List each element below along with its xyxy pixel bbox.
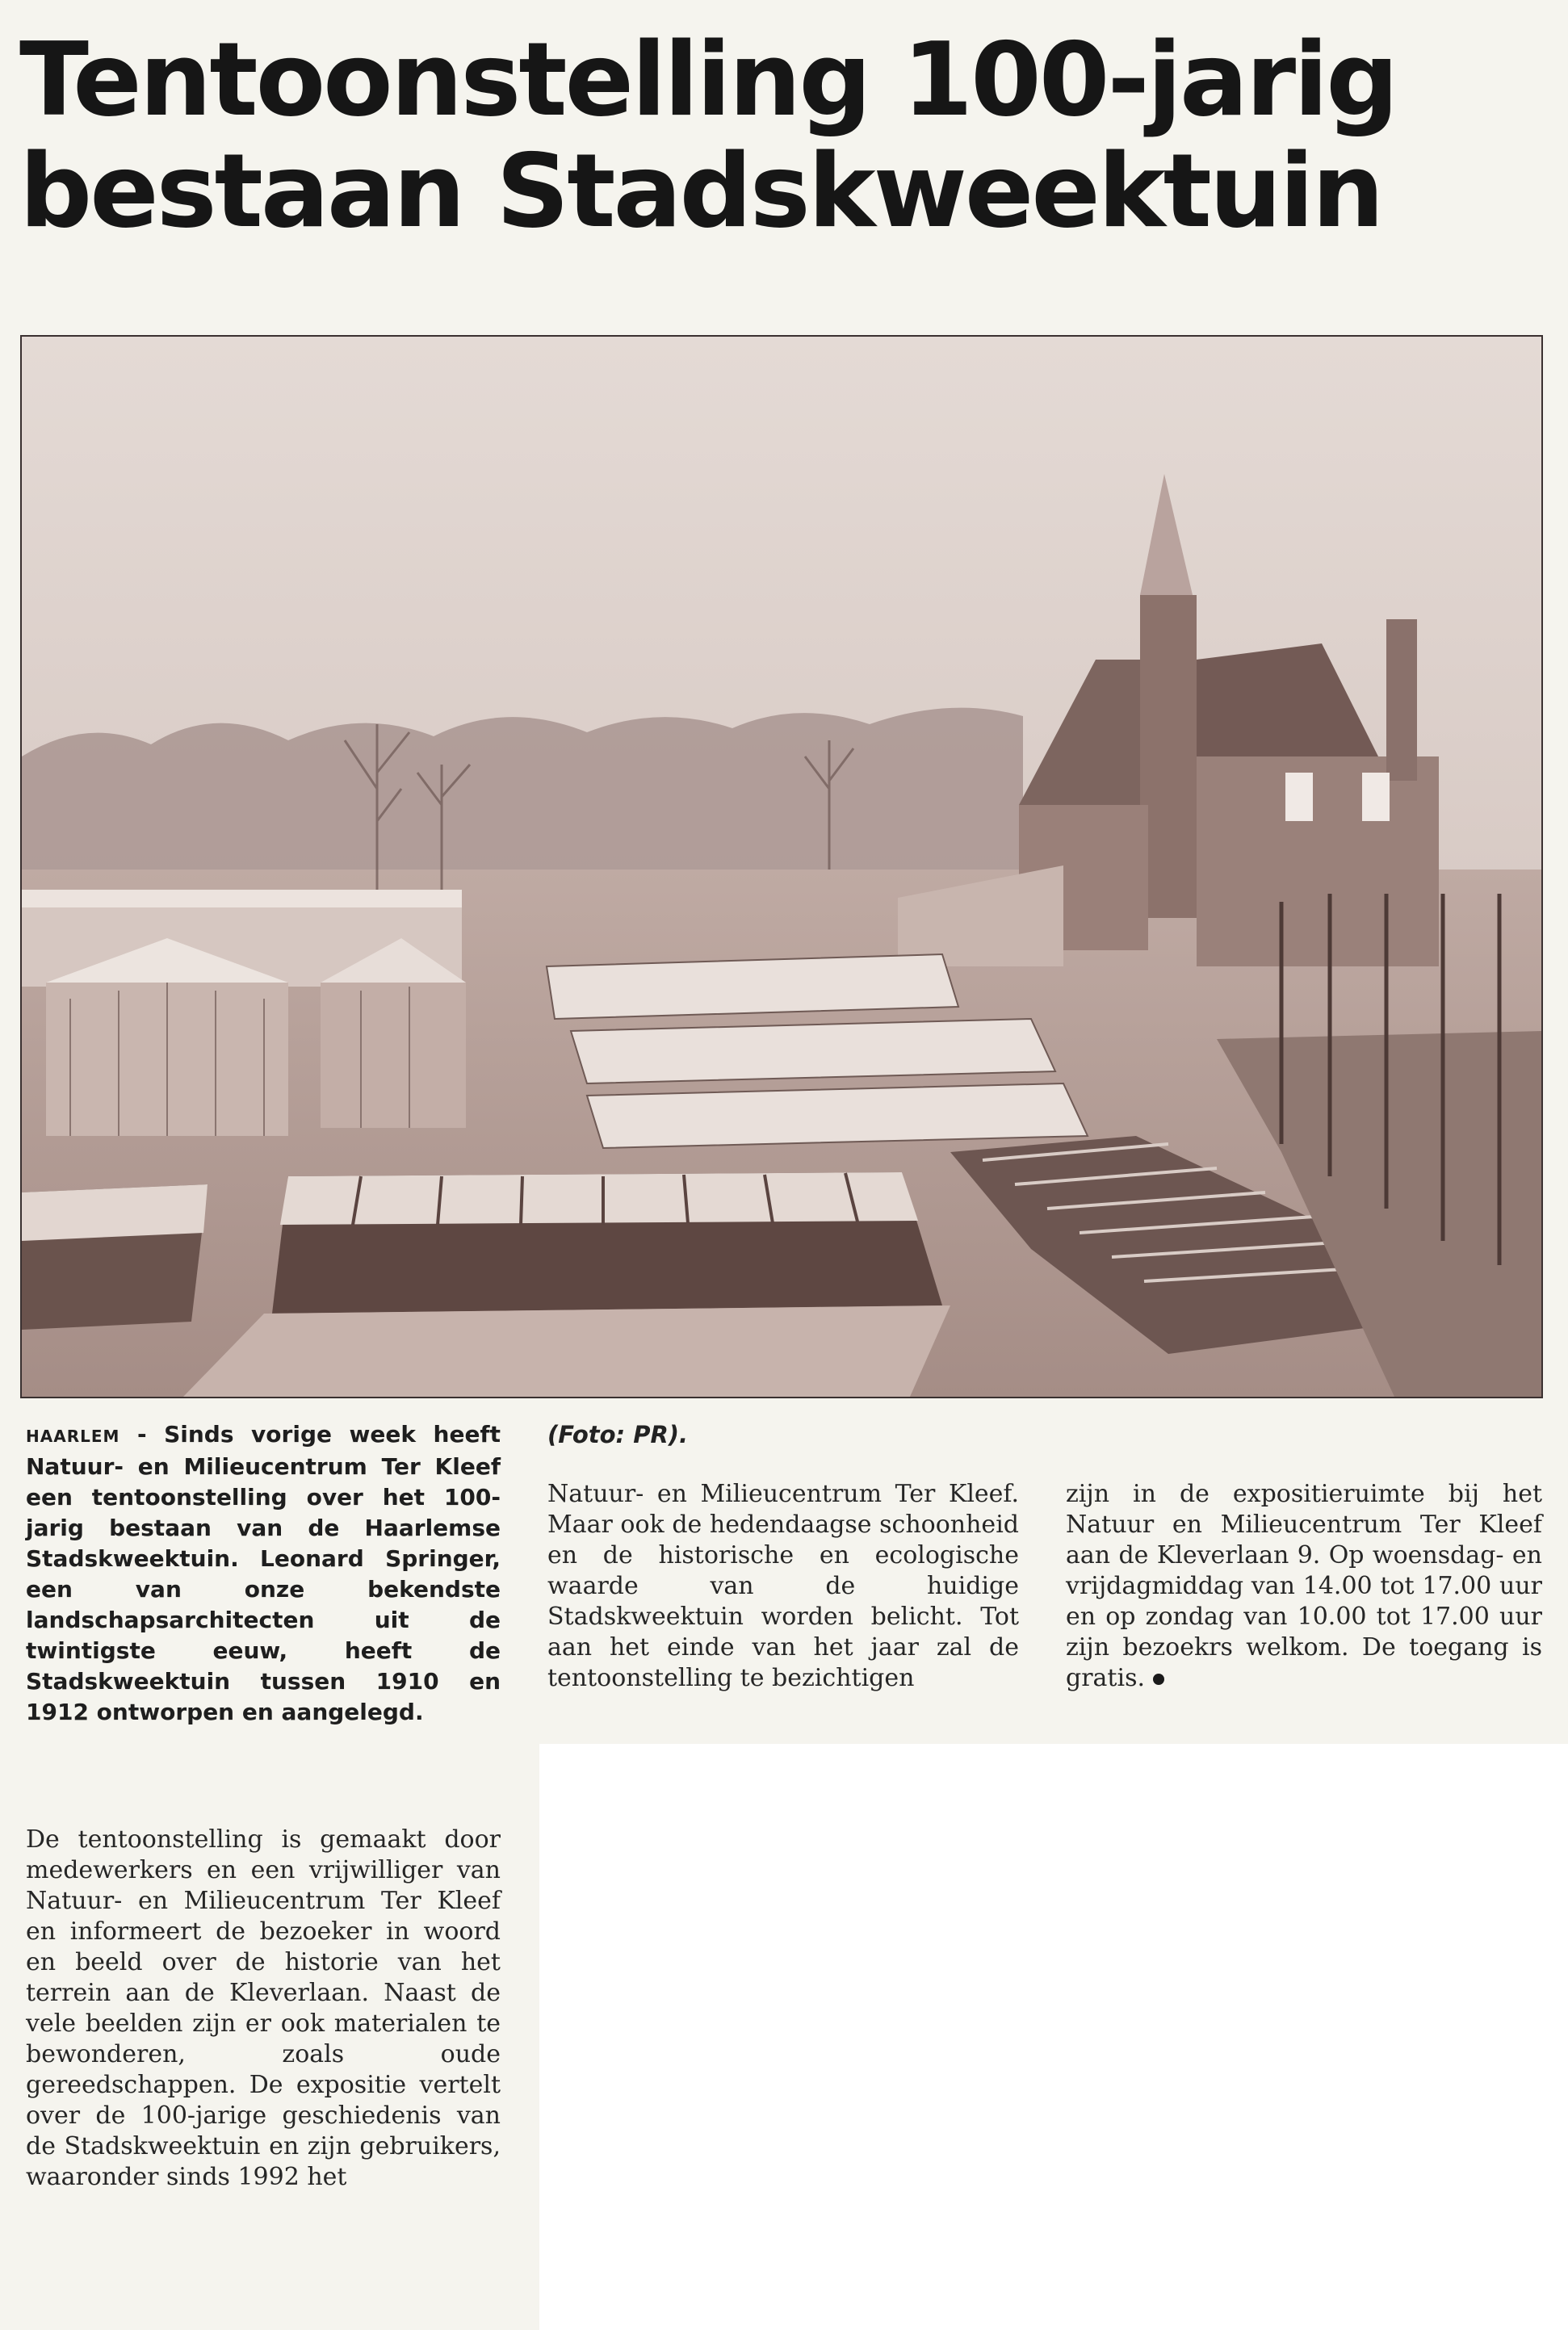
body-column-2: Natuur- en Milieucentrum Ter Kleef. Maar ook de hedendaagse schoonheid en de historische en ecologische waarde van de huidige Stadskweektuin worden belicht. Tot aan het einde van het jaar zal de tentoonstelling te bezichtigen (547, 1480, 1019, 1692)
historic-photo (20, 335, 1543, 1398)
photo-credit: (Foto: PR). (547, 1421, 689, 1448)
body-column-3-text: zijn in de expositieruimte bij het Natuur en Milieucentrum Ter Kleef aan de Kleverlaan 9. Op woensdag- en vrijdagmiddag van 14.00 tot 17.00 uur en op zondag van 10.00 tot 17.00 uur zijn bezoekrs welkom. De toegang is gratis. (1066, 1480, 1542, 1692)
body-column-1: De tentoonstelling is gemaakt door medewerkers en een vrijwilliger van Natuur- en Milieucentrum Ter Kleef en informeert de bezoeker in woord en beeld over de historie van het terrein aan de Kleverlaan. Naast de vele beelden zijn er ook materialen te bewonderen, zoals oude gereedschappen. De expositie vertelt over de 100-jarige geschiedenis van de Stadskweektuin en zijn gebruikers, waaronder sinds 1992 het (26, 1825, 501, 2191)
end-of-article-bullet (1153, 1674, 1164, 1685)
lead-text: - Sinds vorige week heeft Natuur- en Milieucentrum Ter Kleef een tentoonstelling over het 100-jarig bestaan van de Haarlemse Stadskweektuin. Leonard Springer, een van onze bekendste landschapsarchitecten uit de twintigste eeuw, heeft de Stadskweektuin tussen 1910 en 1912 ontworpen en aangelegd. (26, 1421, 501, 1725)
headline (19, 20, 1545, 250)
greenhouse-photo-illustration (22, 337, 1541, 1397)
body-column-3 (1066, 1479, 1542, 1694)
dateline: HAARLEM (26, 1427, 120, 1446)
headline-line-2: bestaan Stadskweektuin (19, 132, 1382, 250)
headline-line-1: Tentoonstelling 100-jarig (19, 20, 1397, 139)
lead-paragraph (26, 1419, 501, 1728)
